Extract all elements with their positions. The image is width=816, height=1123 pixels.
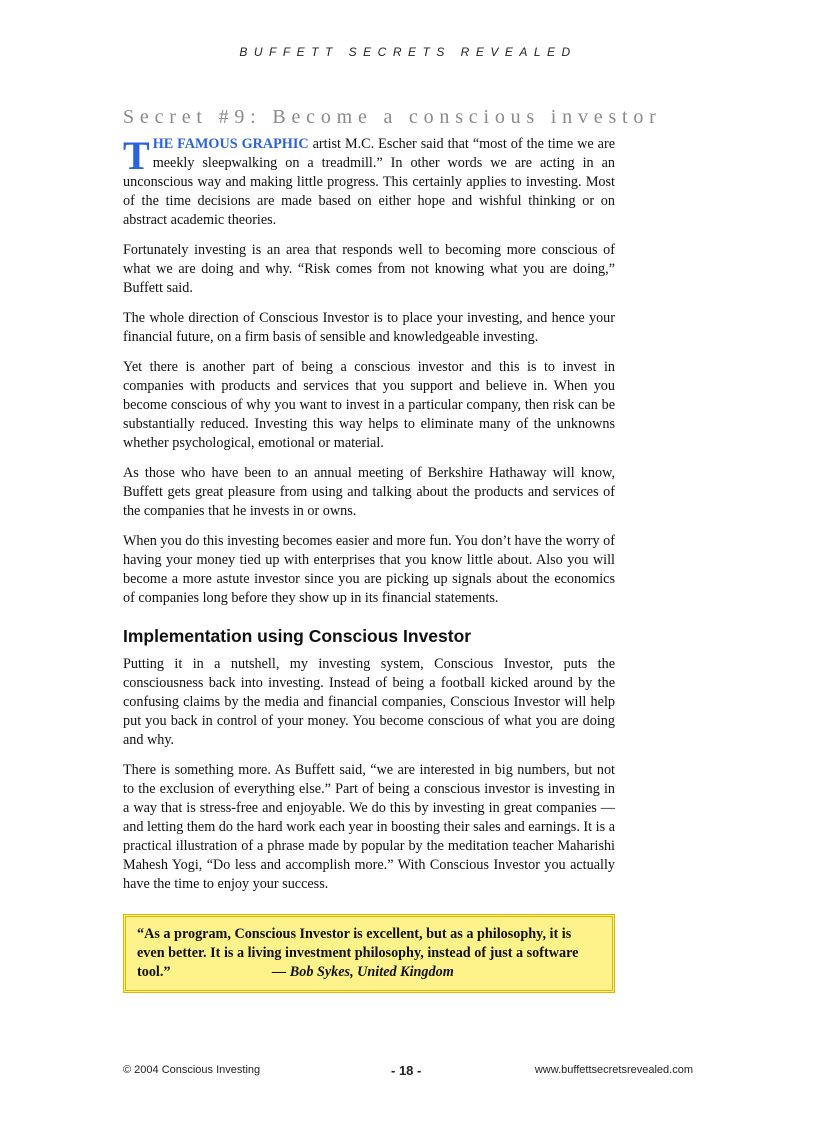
paragraph: Putting it in a nutshell, my investing system, Conscious Investor, puts the consciousness back into investing. Instead of being a football kicked around by the confusing claims by the media and financial companies, Conscious Investor will help put you back in control of your money. You become conscious of what you are doing and why.	[123, 656, 615, 748]
testimonial-attribution: — Bob Sykes, United Kingdom	[272, 964, 454, 980]
paragraph: Yet there is another part of being a conscious investor and this is to invest in companies with products and services that you support and believe in. When you become conscious of why you want to invest in a particular company, then risk can be substantially reduced. Investing this way helps to eliminate many of the unknowns whether psychological, emotional or material.	[123, 359, 615, 451]
paragraph: The whole direction of Conscious Investor is to place your investing, and hence your financial future, on a firm basis of sensible and knowledgeable investing.	[123, 310, 615, 345]
intro-paragraph	[123, 135, 615, 230]
paragraph: When you do this investing becomes easier and more fun. You don’t have the worry of having your money tied up with enterprises that you know little about. Also you will become a more astute investor since you are picking up signals about the economics of companies long before they show up in its financial statements.	[123, 533, 615, 606]
lead-in: HE FAMOUS GRAPHIC	[152, 136, 309, 152]
footer-url: www.buffettsecretsrevealed.com	[534, 1064, 693, 1076]
testimonial-quote: “As a program, Conscious Investor is excellent, but as a philosophy, it is even better. It is a living investment philosophy, instead of just a software tool.”	[137, 926, 579, 980]
page-number: - 18 -	[391, 1063, 422, 1078]
intro-text: artist M.C. Escher said that “most of the time we are meekly sleepwalking on a treadmill.” In other words we are acting in an unconscious way and making little progress. This certainly applies to investing. Most of the time decisions are made based on either hope and wishful thinking or on abstract academic theories.	[123, 136, 615, 228]
footer-copyright: © 2004 Conscious Investing	[123, 1064, 261, 1076]
paragraph: As those who have been to an annual meeting of Berkshire Hathaway will know, Buffett gets great pleasure from using and talking about the products and services of the companies that he invests in or owns.	[123, 465, 615, 519]
running-header: BUFFETT SECRETS REVEALED	[239, 45, 577, 59]
testimonial-box	[123, 914, 615, 993]
implementation-heading: Implementation using Conscious Investor	[123, 626, 472, 646]
drop-cap: T	[123, 133, 150, 178]
section-title: Secret #9: Become a conscious investor	[123, 106, 662, 128]
paragraph: There is something more. As Buffett said, “we are interested in big numbers, but not to the exclusion of everything else.” Part of being a conscious investor is investing in a way that is stress-free and enjoyable. We do this by investing in great companies — and letting them do the hard work each year in boosting their sales and earnings. It is a practical illustration of a phrase made by popular by the meditation teacher Maharishi Mahesh Yogi, “Do less and accomplish more.” With Conscious Investor you actually have the time to enjoy your success.	[123, 762, 615, 892]
page-content	[123, 106, 662, 993]
paragraph: Fortunately investing is an area that responds well to becoming more conscious of what we are doing and why. “Risk comes from not knowing what you are doing,” Buffett said.	[123, 242, 615, 296]
